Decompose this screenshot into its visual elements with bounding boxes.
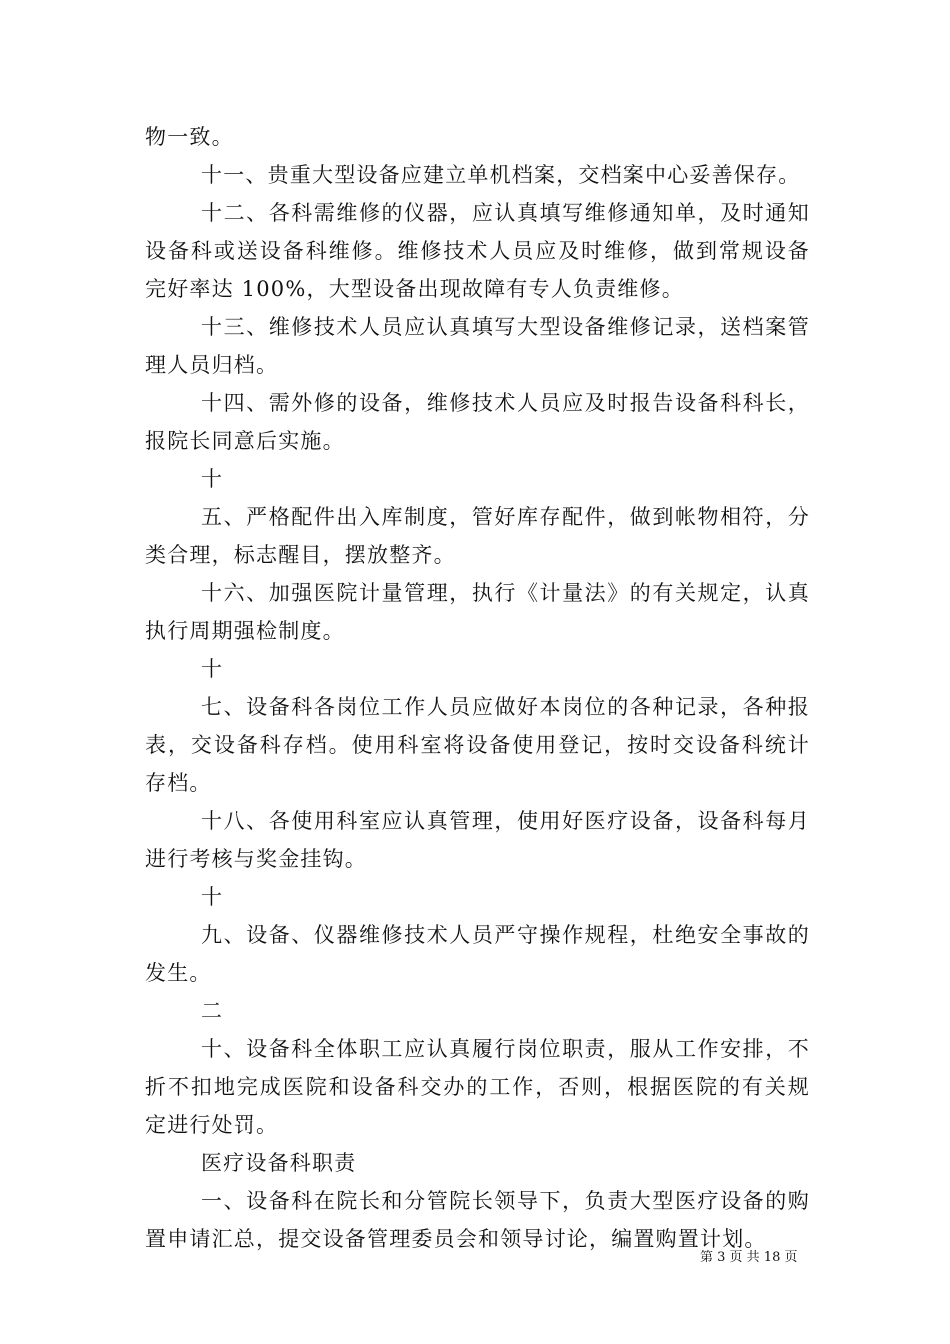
- paragraph: 二: [201, 999, 224, 1023]
- paragraph: 十二、各科需维修的仪器，应认真填写维修通知单，及时通知设备科或送设备科维修。维修技术人员应及时维修，做到常规设备完好率达 100%，大型设备出现故障有专人负责维修。: [145, 201, 810, 301]
- paragraph: 十一、贵重大型设备应建立单机档案，交档案中心妥善保存。: [201, 163, 801, 187]
- paragraph: 十三、维修技术人员应认真填写大型设备维修记录，送档案管理人员归档。: [145, 315, 810, 377]
- section-heading: 医疗设备科职责: [201, 1151, 357, 1175]
- paragraph: 十: [201, 885, 224, 909]
- paragraph: 一、设备科在院长和分管院长领导下，负责大型医疗设备的购置申请汇总，提交设备管理委员会和领导讨论，编置购置计划。: [145, 1189, 810, 1251]
- paragraph: 十: [201, 467, 224, 491]
- paragraph: 物一致。: [145, 125, 234, 149]
- paragraph: 十: [201, 657, 224, 681]
- paragraph: 十六、加强医院计量管理，执行《计量法》的有关规定，认真执行周期强检制度。: [145, 581, 810, 643]
- paragraph: 五、严格配件出入库制度，管好库存配件，做到帐物相符，分类合理，标志醒目，摆放整齐。: [145, 505, 810, 567]
- paragraph: 七、设备科各岗位工作人员应做好本岗位的各种记录，各种报表，交设备科存档。使用科室将设备使用登记，按时交设备科统计存档。: [145, 695, 810, 795]
- paragraph: 十八、各使用科室应认真管理，使用好医疗设备，设备科每月进行考核与奖金挂钩。: [145, 809, 810, 871]
- paragraph: 十、设备科全体职工应认真履行岗位职责，服从工作安排，不折不扣地完成医院和设备科交办的工作，否则，根据医院的有关规定进行处罚。: [145, 1037, 810, 1137]
- page-number: 第 3 页 共 18 页: [700, 1250, 798, 1265]
- document-body: [145, 118, 810, 1258]
- paragraph: 九、设备、仪器维修技术人员严守操作规程，杜绝安全事故的发生。: [145, 923, 810, 985]
- paragraph: 十四、需外修的设备，维修技术人员应及时报告设备科科长，报院长同意后实施。: [145, 391, 810, 453]
